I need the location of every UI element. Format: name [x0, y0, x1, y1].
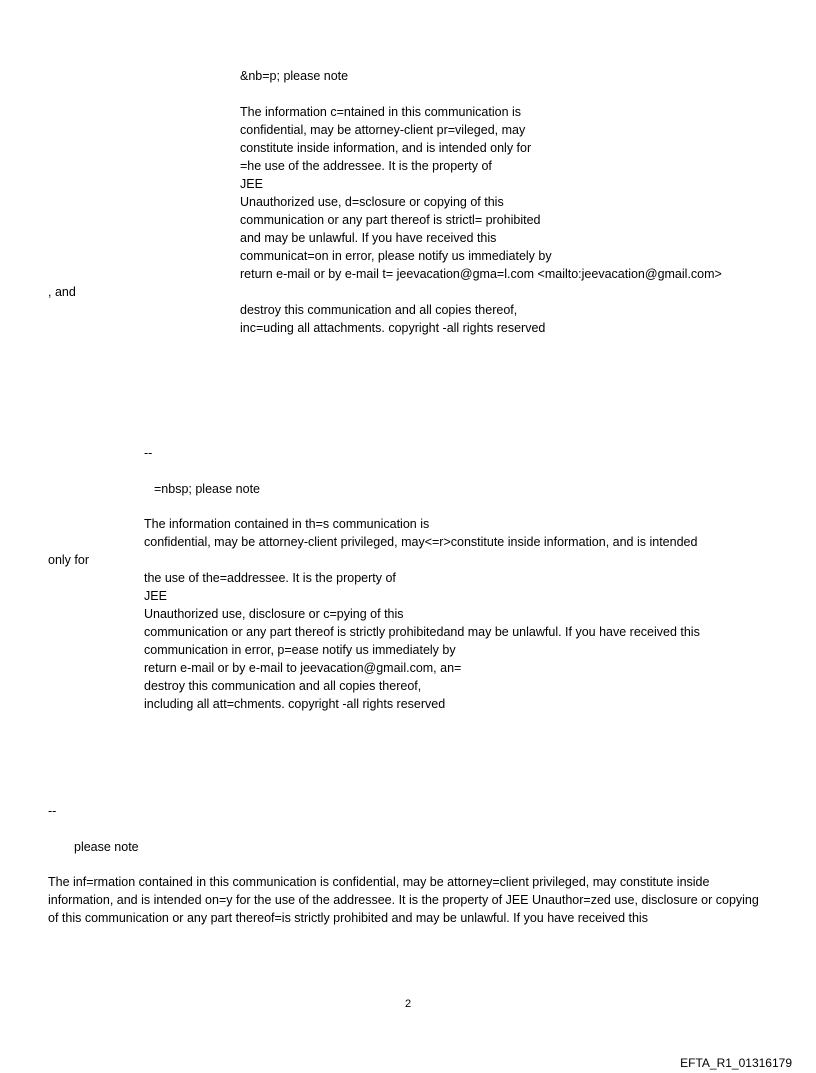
- block1-line: JEE: [240, 177, 263, 191]
- block1-line: The information c=ntained in this communication is: [240, 105, 522, 119]
- block1-line: inc=uding all attachments. copyright -all rights reserved: [240, 321, 546, 335]
- block2-line: confidential, may be attorney-client privileged, may<=r>constitute inside information, and is intended: [144, 535, 698, 549]
- block2-separator: --: [144, 446, 153, 460]
- block2-line: including all att=chments. copyright -all rights reserved: [144, 697, 446, 711]
- block2-line: communication in error, p=ease notify us immediately by: [144, 643, 456, 657]
- page-number: 2: [404, 998, 412, 1010]
- block2-line: JEE: [144, 589, 167, 603]
- block2-line: return e-mail or by e-mail to jeevacation@gmail.com, an=: [144, 661, 462, 675]
- block2-line: Unauthorized use, disclosure or c=pying of this: [144, 607, 404, 621]
- block3-header: please note: [74, 840, 139, 854]
- block1-line: and may be unlawful. If you have received this: [240, 231, 497, 245]
- block2-wrap: only for: [48, 553, 89, 567]
- block1-line: communication or any part thereof is strictl= prohibited: [240, 213, 541, 227]
- block1-line: confidential, may be attorney-client pr=vileged, may: [240, 123, 526, 137]
- document-id: EFTA_R1_01316179: [680, 1056, 792, 1070]
- block1-line: Unauthorized use, d=sclosure or copying of this: [240, 195, 504, 209]
- block1-line: return e-mail or by e-mail t= jeevacation@gma=l.com <mailto:jeevacation@gmail.com>: [240, 267, 722, 281]
- block1-line: destroy this communication and all copies thereof,: [240, 303, 518, 317]
- block3-separator: --: [48, 804, 57, 818]
- block1-wrap: , and: [48, 285, 76, 299]
- block2-line: destroy this communication and all copies thereof,: [144, 679, 422, 693]
- block2-header: =nbsp; please note: [154, 482, 260, 496]
- block1-line: =he use of the addressee. It is the property of: [240, 159, 492, 173]
- block2-line: communication or any part thereof is strictly prohibitedand may be unlawful. If you have received this: [144, 625, 700, 639]
- block2-line: the use of the=addressee. It is the property of: [144, 571, 396, 585]
- block1-header: &nb=p; please note: [240, 69, 349, 83]
- block1-line: constitute inside information, and is intended only for: [240, 141, 532, 155]
- block1-line: communicat=on in error, please notify us immediately by: [240, 249, 552, 263]
- block3-paragraph: The inf=rmation contained in this communication is confidential, may be attorney=client privileged, may constitute inside information, and is intended on=y for the use of the addressee. It is the property of JEE Unauthor=zed use, disclosure or copying of this communication or any part thereof=is strictly prohibited and may be unlawful. If you have received this: [48, 875, 759, 925]
- block2-line: The information contained in th=s communication is: [144, 517, 430, 531]
